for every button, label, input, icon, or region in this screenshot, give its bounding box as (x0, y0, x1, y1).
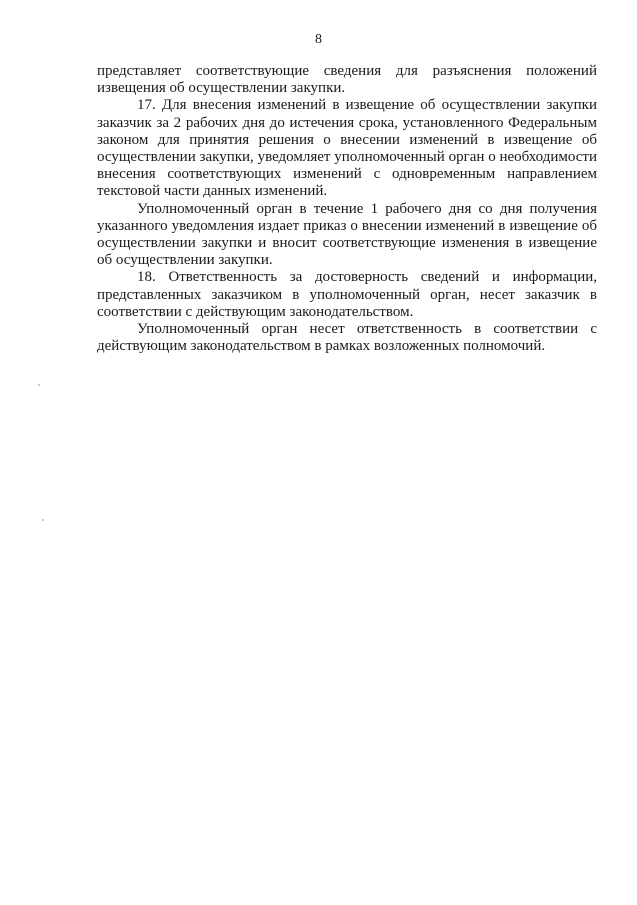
document-body (97, 63, 597, 355)
paragraph-5: Уполномоченный орган несет ответственность в соответствии с действующим законодательством в рамках возложенных полномочий. (97, 321, 597, 355)
scan-speck (38, 384, 40, 386)
paragraph-3: Уполномоченный орган в течение 1 рабочего дня со дня получения указанного уведомления издает приказ о внесении изменений в извещение об осуществлении закупки и вносит соответствующие изменения в извещение об осуществлении закупки. (97, 200, 597, 269)
paragraph-4: 18. Ответственность за достоверность сведений и информации, представленных заказчиком в уполномоченный орган, несет заказчик в соответствии с действующим законодательством. (97, 269, 597, 320)
paragraph-2: 17. Для внесения изменений в извещение об осуществлении закупки заказчик за 2 рабочих дня до истечения срока, установленного Федеральным законом для принятия решения о внесении изменений в извещение об осуществлении закупки, уведомляет уполномоченный орган о необходимости внесения соответствующих изменений с одновременным направлением текстовой части данных изменений. (97, 97, 597, 200)
paragraph-1: представляет соответствующие сведения для разъяснения положений извещения об осуществлении закупки. (97, 63, 597, 97)
scan-speck (42, 519, 44, 521)
page-number: 8 (315, 32, 322, 47)
